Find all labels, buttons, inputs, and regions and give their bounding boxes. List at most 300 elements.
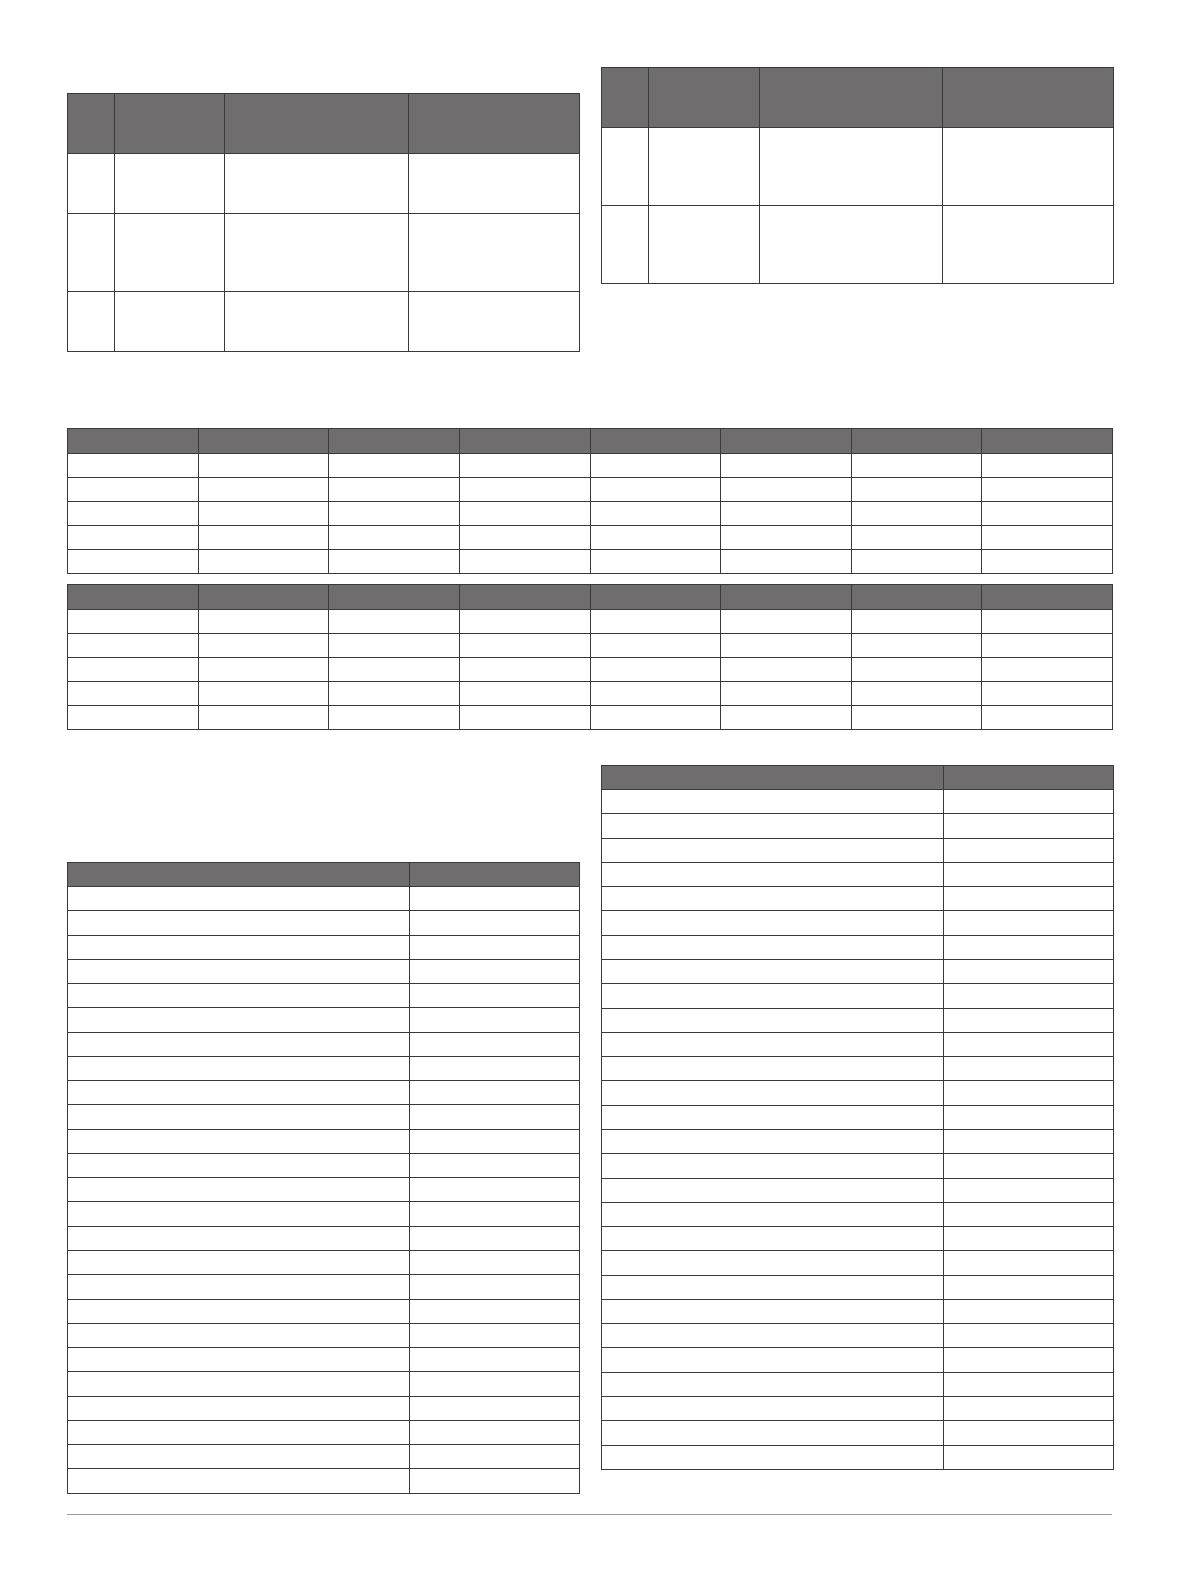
table-cell [198, 706, 329, 730]
header-cell [198, 585, 329, 610]
table-cell [68, 911, 410, 935]
table-cell [602, 128, 649, 206]
table-row [602, 128, 1114, 206]
table-cell [459, 634, 590, 658]
table-cell [410, 1250, 580, 1274]
table-cell [851, 682, 982, 706]
table-cell [410, 1129, 580, 1153]
table-cell [602, 1178, 944, 1202]
table-cell [410, 1420, 580, 1444]
table-cell [459, 502, 590, 526]
header-cell [198, 429, 329, 454]
table-cell [410, 1445, 580, 1469]
table-cell [410, 984, 580, 1008]
table-cell [944, 1202, 1114, 1226]
header-cell [329, 585, 460, 610]
table-cell [944, 959, 1114, 983]
table-cell [721, 502, 852, 526]
table-cell [602, 814, 944, 838]
table-cell [602, 1445, 944, 1469]
table-cell [760, 206, 943, 284]
table-cell [410, 1153, 580, 1177]
table-cell [851, 610, 982, 634]
header-cell [649, 68, 760, 128]
table-row [68, 1445, 580, 1469]
table-row [602, 790, 1114, 814]
table-cell [602, 1202, 944, 1226]
table-cell [590, 550, 721, 574]
header-cell [602, 766, 944, 790]
table-row [68, 1129, 580, 1153]
table-cell [982, 658, 1113, 682]
table-cell [851, 502, 982, 526]
table-row [68, 478, 1113, 502]
table-cell [68, 154, 115, 214]
table-cell [982, 550, 1113, 574]
header-cell [721, 585, 852, 610]
table-cell [68, 1275, 410, 1299]
header-cell [68, 429, 199, 454]
table-cell [410, 911, 580, 935]
table-header-row [68, 94, 580, 154]
table-cell [602, 1227, 944, 1251]
table-cell [68, 682, 199, 706]
table-cell [944, 984, 1114, 1008]
table-cell [410, 1226, 580, 1250]
table-cell [329, 634, 460, 658]
table-row [68, 1202, 580, 1226]
table-cell [602, 1105, 944, 1129]
table-cell [721, 658, 852, 682]
table-cell [602, 790, 944, 814]
table-cell [68, 706, 199, 730]
table-cell [410, 1299, 580, 1323]
table-row [68, 550, 1113, 574]
table-row [68, 1323, 580, 1347]
table-row [68, 610, 1113, 634]
table-cell [68, 1372, 410, 1396]
table-row [602, 1057, 1114, 1081]
table-a [67, 93, 580, 352]
table-cell [329, 610, 460, 634]
table-row [68, 1081, 580, 1105]
table-row [602, 984, 1114, 1008]
table-row [68, 1250, 580, 1274]
table-row [68, 1056, 580, 1080]
table-cell [944, 1372, 1114, 1396]
table-row [68, 1226, 580, 1250]
table-cell [602, 1081, 944, 1105]
table-cell [68, 478, 199, 502]
table-cell [459, 706, 590, 730]
header-cell [590, 585, 721, 610]
table-cell [944, 1008, 1114, 1032]
table-row [602, 1178, 1114, 1202]
footer-rule [67, 1514, 1112, 1515]
table-cell [410, 1105, 580, 1129]
header-cell [115, 94, 225, 154]
table-cell [590, 526, 721, 550]
table-cell [198, 682, 329, 706]
table-cell [602, 206, 649, 284]
table-cell [590, 478, 721, 502]
table-row [68, 1420, 580, 1444]
table-cell [198, 454, 329, 478]
table-cell [602, 1251, 944, 1275]
table-row [68, 214, 580, 292]
header-cell [982, 585, 1113, 610]
table-cell [410, 1372, 580, 1396]
table-cell [68, 214, 115, 292]
table-cell [459, 526, 590, 550]
table-cell [982, 526, 1113, 550]
table-cell [602, 887, 944, 911]
table-cell [944, 1324, 1114, 1348]
table-cell [944, 1251, 1114, 1275]
table-row [602, 206, 1114, 284]
table-cell [851, 454, 982, 478]
table-cell [198, 478, 329, 502]
table-cell [944, 1057, 1114, 1081]
table-cell [590, 454, 721, 478]
table-cell [590, 634, 721, 658]
table-cell [68, 1299, 410, 1323]
table-cell [68, 454, 199, 478]
table-cell [982, 454, 1113, 478]
table-row [68, 154, 580, 214]
table-row [68, 658, 1113, 682]
table-e [67, 862, 580, 1494]
table-cell [944, 790, 1114, 814]
table-row [602, 1081, 1114, 1105]
table-cell [851, 658, 982, 682]
table-row [602, 1275, 1114, 1299]
table-cell [68, 526, 199, 550]
table-cell [590, 682, 721, 706]
table-cell [602, 1397, 944, 1421]
table-cell [225, 292, 409, 352]
table-row [602, 1397, 1114, 1421]
table-cell [410, 1032, 580, 1056]
table-cell [410, 887, 580, 911]
header-cell [409, 94, 580, 154]
table-cell [982, 682, 1113, 706]
table-cell [410, 1202, 580, 1226]
table-cell [68, 1032, 410, 1056]
table-cell [68, 502, 199, 526]
table-cell [459, 550, 590, 574]
table-row [602, 1372, 1114, 1396]
table-cell [459, 682, 590, 706]
table-cell [944, 1105, 1114, 1129]
table-header-row [68, 585, 1113, 610]
table-cell [943, 128, 1114, 206]
table-row [68, 1299, 580, 1323]
table-cell [944, 1032, 1114, 1056]
table-cell [68, 1129, 410, 1153]
table-cell [602, 1372, 944, 1396]
table-cell [68, 550, 199, 574]
table-row [68, 682, 1113, 706]
table-cell [944, 1154, 1114, 1178]
table-row [68, 935, 580, 959]
table-row [68, 984, 580, 1008]
table-row [602, 935, 1114, 959]
table-cell [68, 1056, 410, 1080]
table-row [68, 1178, 580, 1202]
table-cell [68, 1153, 410, 1177]
table-row [602, 887, 1114, 911]
table-row [68, 526, 1113, 550]
table-cell [602, 1057, 944, 1081]
table-cell [68, 959, 410, 983]
table-cell [602, 911, 944, 935]
table-cell [68, 1445, 410, 1469]
table-cell [68, 1008, 410, 1032]
table-cell [68, 1469, 410, 1494]
table-row [68, 454, 1113, 478]
table-cell [410, 1056, 580, 1080]
table-cell [721, 526, 852, 550]
table-row [602, 1032, 1114, 1056]
table-cell [944, 1397, 1114, 1421]
table-cell [590, 502, 721, 526]
table-row [68, 292, 580, 352]
table-cell [409, 214, 580, 292]
table-row [68, 911, 580, 935]
table-cell [410, 1008, 580, 1032]
table-cell [982, 610, 1113, 634]
table-cell [410, 1275, 580, 1299]
table-cell [410, 959, 580, 983]
table-cell [602, 1348, 944, 1372]
header-cell [851, 429, 982, 454]
table-cell [459, 658, 590, 682]
header-cell [410, 863, 580, 887]
table-cell [944, 1299, 1114, 1323]
table-cell [982, 706, 1113, 730]
table-cell [721, 634, 852, 658]
table-row [602, 1348, 1114, 1372]
table-cell [410, 935, 580, 959]
table-cell [115, 154, 225, 214]
table-row [602, 1445, 1114, 1469]
table-cell [329, 454, 460, 478]
table-row [602, 1324, 1114, 1348]
table-header-row [68, 429, 1113, 454]
table-cell [944, 838, 1114, 862]
header-cell [602, 68, 649, 128]
table-cell [944, 1421, 1114, 1445]
header-cell [760, 68, 943, 128]
table-cell [982, 502, 1113, 526]
header-cell [721, 429, 852, 454]
table-cell [602, 1032, 944, 1056]
table-cell [410, 1178, 580, 1202]
table-cell [225, 154, 409, 214]
table-cell [602, 862, 944, 886]
header-cell [329, 429, 460, 454]
table-cell [649, 206, 760, 284]
header-cell [68, 585, 199, 610]
header-cell [68, 94, 115, 154]
table-row [68, 706, 1113, 730]
table-cell [602, 935, 944, 959]
table-cell [329, 658, 460, 682]
table-cell [68, 1323, 410, 1347]
table-row [602, 1008, 1114, 1032]
table-cell [329, 706, 460, 730]
table-cell [68, 1250, 410, 1274]
table-row [68, 1348, 580, 1372]
table-cell [602, 1154, 944, 1178]
table-row [602, 1299, 1114, 1323]
table-cell [459, 478, 590, 502]
table-cell [590, 610, 721, 634]
table-cell [943, 206, 1114, 284]
table-row [602, 911, 1114, 935]
table-row [68, 1396, 580, 1420]
table-cell [115, 292, 225, 352]
table-cell [721, 706, 852, 730]
table-cell [602, 1421, 944, 1445]
table-row [68, 1105, 580, 1129]
table-row [68, 1008, 580, 1032]
table-cell [760, 128, 943, 206]
table-cell [68, 1348, 410, 1372]
table-cell [410, 1469, 580, 1494]
table-cell [602, 1324, 944, 1348]
header-cell [590, 429, 721, 454]
table-cell [602, 984, 944, 1008]
table-row [68, 1275, 580, 1299]
table-cell [68, 1178, 410, 1202]
table-cell [459, 610, 590, 634]
table-header-row [602, 766, 1114, 790]
table-cell [68, 1105, 410, 1129]
table-cell [982, 634, 1113, 658]
table-cell [944, 911, 1114, 935]
table-cell [602, 1299, 944, 1323]
table-row [602, 838, 1114, 862]
table-cell [329, 478, 460, 502]
table-cell [944, 1275, 1114, 1299]
table-cell [198, 634, 329, 658]
table-cell [602, 959, 944, 983]
table-row [68, 1372, 580, 1396]
header-cell [944, 766, 1114, 790]
table-header-row [602, 68, 1114, 128]
table-cell [459, 454, 590, 478]
table-cell [68, 1420, 410, 1444]
table-cell [944, 1348, 1114, 1372]
table-cell [721, 550, 852, 574]
table-cell [410, 1396, 580, 1420]
table-row [68, 1469, 580, 1494]
table-cell [851, 706, 982, 730]
table-row [68, 634, 1113, 658]
table-row [602, 959, 1114, 983]
table-cell [329, 526, 460, 550]
table-cell [721, 682, 852, 706]
table-cell [944, 887, 1114, 911]
table-cell [590, 706, 721, 730]
table-cell [602, 1008, 944, 1032]
table-cell [68, 610, 199, 634]
table-cell [198, 502, 329, 526]
table-cell [409, 292, 580, 352]
table-cell [944, 862, 1114, 886]
table-cell [68, 1226, 410, 1250]
table-cell [198, 658, 329, 682]
table-cell [944, 1227, 1114, 1251]
header-cell [459, 429, 590, 454]
table-cell [944, 935, 1114, 959]
table-cell [649, 128, 760, 206]
table-cell [590, 658, 721, 682]
table-row [602, 1154, 1114, 1178]
table-row [602, 1251, 1114, 1275]
table-cell [982, 478, 1113, 502]
table-cell [198, 550, 329, 574]
table-cell [410, 1348, 580, 1372]
table-cell [68, 935, 410, 959]
header-cell [225, 94, 409, 154]
table-row [602, 1421, 1114, 1445]
table-cell [944, 1445, 1114, 1469]
table-d [67, 584, 1113, 730]
table-cell [410, 1323, 580, 1347]
header-cell [459, 585, 590, 610]
table-cell [602, 838, 944, 862]
header-cell [68, 863, 410, 887]
table-cell [68, 1396, 410, 1420]
table-cell [329, 550, 460, 574]
table-cell [721, 454, 852, 478]
table-c [67, 428, 1113, 574]
table-cell [68, 984, 410, 1008]
table-cell [721, 478, 852, 502]
table-row [602, 814, 1114, 838]
table-cell [68, 658, 199, 682]
table-cell [851, 550, 982, 574]
table-row [602, 1227, 1114, 1251]
table-cell [68, 634, 199, 658]
table-f [601, 765, 1114, 1470]
table-row [602, 1202, 1114, 1226]
table-row [68, 502, 1113, 526]
table-cell [329, 682, 460, 706]
table-cell [225, 214, 409, 292]
table-cell [198, 526, 329, 550]
table-cell [851, 478, 982, 502]
table-row [602, 862, 1114, 886]
table-cell [410, 1081, 580, 1105]
table-cell [851, 634, 982, 658]
table-cell [944, 1081, 1114, 1105]
table-cell [944, 814, 1114, 838]
table-cell [68, 1081, 410, 1105]
table-b [601, 67, 1114, 284]
table-row [68, 959, 580, 983]
table-cell [329, 502, 460, 526]
table-row [68, 887, 580, 911]
table-cell [851, 526, 982, 550]
table-cell [944, 1129, 1114, 1153]
header-cell [851, 585, 982, 610]
table-cell [115, 214, 225, 292]
table-cell [68, 887, 410, 911]
